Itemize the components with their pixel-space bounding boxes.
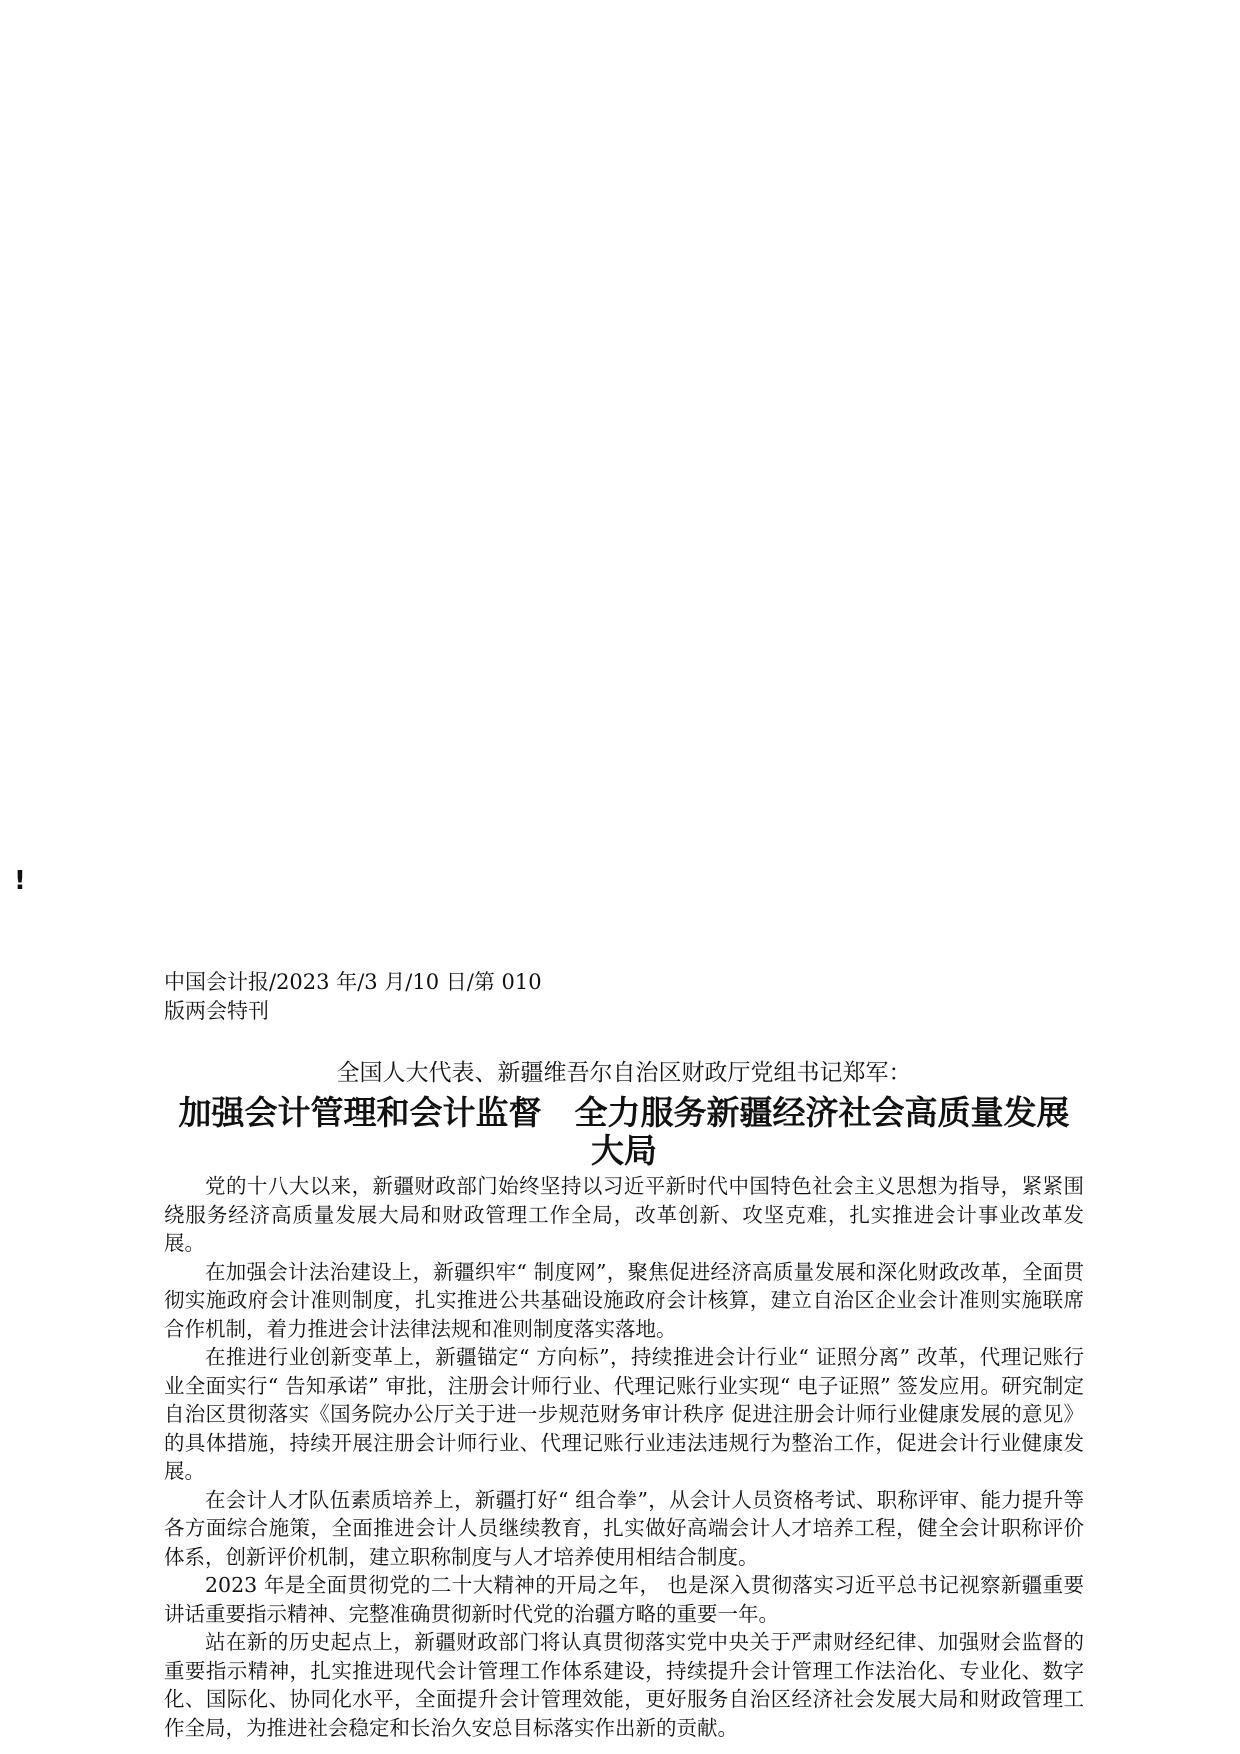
source-line-1: 中国会计报/2023 年/3 月/10 日/第 010	[164, 970, 542, 994]
source-line-2: 版两会特刊	[164, 999, 269, 1023]
article	[164, 1056, 1084, 1742]
marker-exclamation: !	[14, 866, 26, 896]
article-body	[164, 1172, 1084, 1742]
article-subtitle: 全国人大代表、新疆维吾尔自治区财政厅党组书记郑军：	[336, 1060, 912, 1086]
article-headline: 加强会计管理和会计监督 全力服务新疆经济社会高质量发展大局	[178, 1093, 1070, 1170]
paragraph: 党的十八大以来，新疆财政部门始终坚持以习近平新时代中国特色社会主义思想为指导，紧紧围绕服务经济高质量发展大局和财政管理工作全局，改革创新、攻坚克难，扎实推进会计事业改革发展。	[164, 1174, 1084, 1255]
paragraph: 在会计人才队伍素质培养上，新疆打好“ 组合拳”，从会计人员资格考试、职称评审、能力提升等各方面综合施策，全面推进会计人员继续教育，扎实做好高端会计人才培养工程，健全会计职称评价体系，创新评价机制，建立职称制度与人才培养使用相结合制度。	[164, 1487, 1084, 1569]
paragraph: 在推进行业创新变革上，新疆锚定“ 方向标”，持续推进会计行业“ 证照分离” 改革，代理记账行业全面实行“ 告知承诺” 审批，注册会计师行业、代理记账行业实现“ 电子证照” 签发应用。研究制定自治区贯彻落实《国务院办公厅关于进一步规范财务审计秩序 促进注册会计师行业健康发展的意见》的具体措施，持续开展注册会计师行业、代理记账行业违法违规行为整治工作，促进会计行业健康发展。	[164, 1345, 1084, 1483]
source-citation	[164, 968, 542, 1026]
paragraph: 站在新的历史起点上，新疆财政部门将认真贯彻落实党中央关于严肃财经纪律、加强财会监督的重要指示精神，扎实推进现代会计管理工作体系建设，持续提升会计管理工作法治化、专业化、数字化、国际化、协同化水平，全面提升会计管理效能，更好服务自治区经济社会发展大局和财政管理工作全局，为推进社会稳定和长治久安总目标落实作出新的贡献。	[164, 1630, 1084, 1740]
paragraph: 2023 年是全面贯彻党的二十大精神的开局之年， 也是深入贯彻落实习近平总书记视察新疆重要讲话重要指示精神、完整准确贯彻新时代党的治疆方略的重要一年。	[164, 1573, 1084, 1626]
paragraph: 在加强会计法治建设上，新疆织牢“ 制度网”，聚焦促进经济高质量发展和深化财政改革，全面贯彻实施政府会计准则制度，扎实推进公共基础设施政府会计核算，建立自治区企业会计准则实施联席合作机制，着力推进会计法律法规和准则制度落实落地。	[164, 1259, 1084, 1341]
